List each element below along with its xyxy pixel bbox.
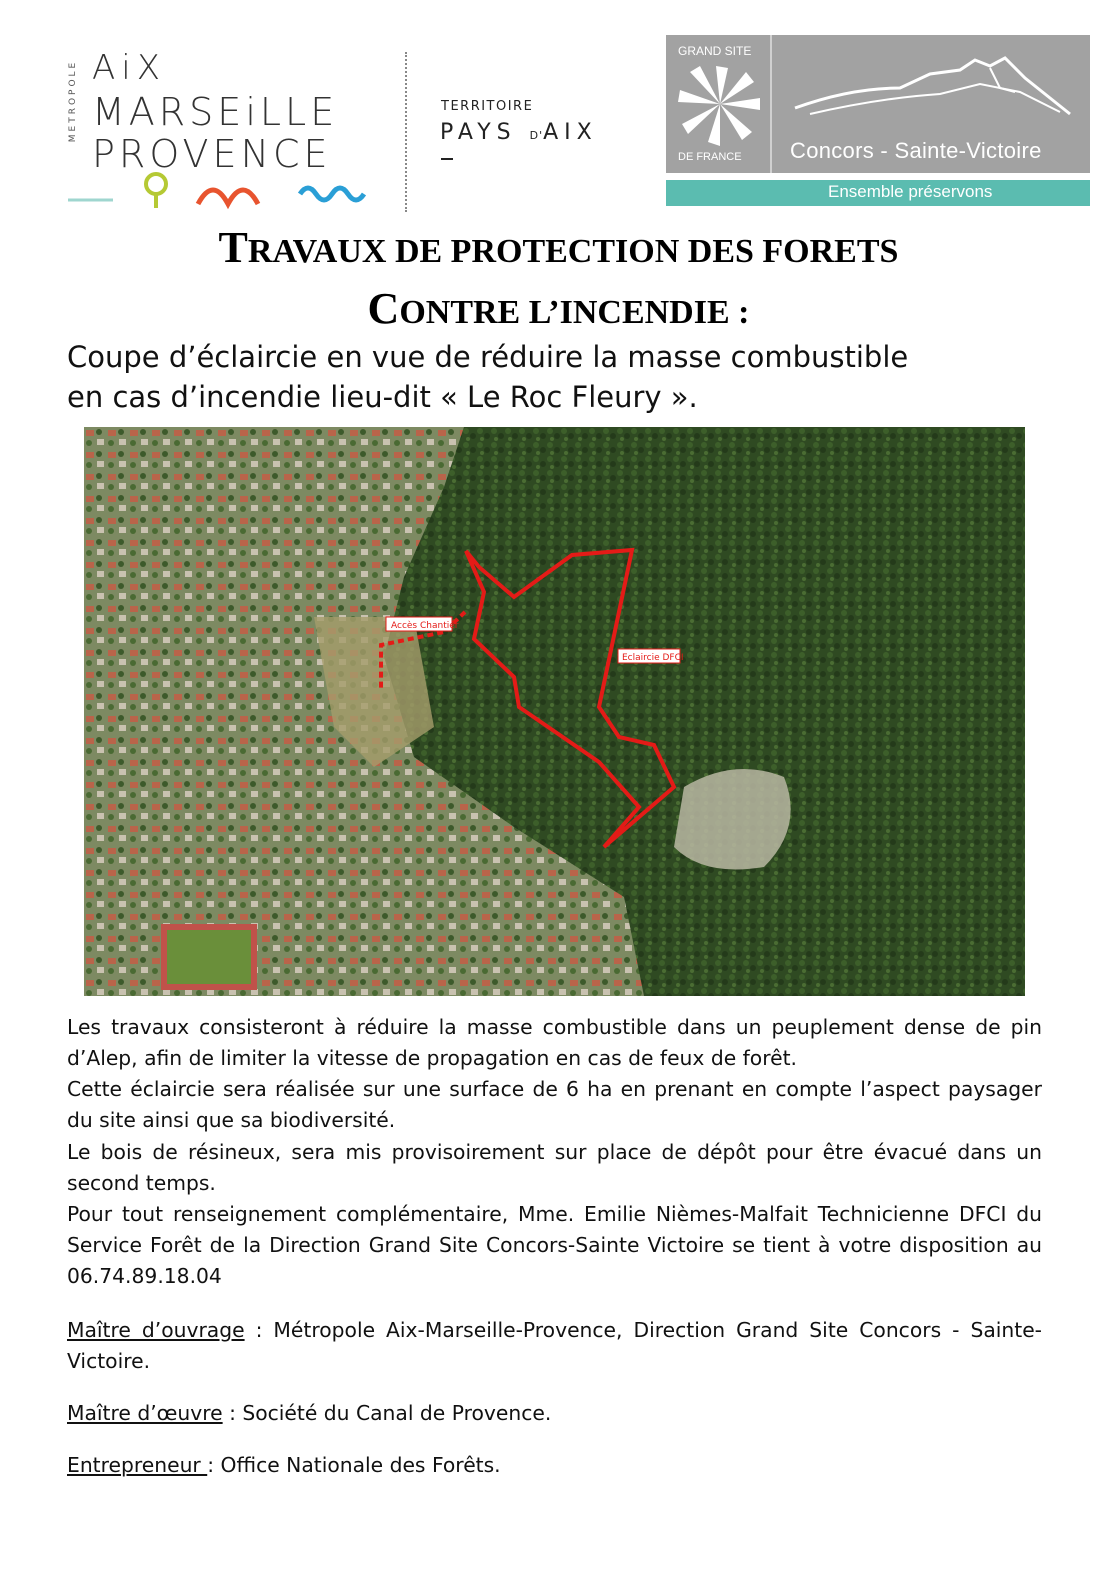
map-label-zone: Eclaircie DFCI bbox=[622, 653, 684, 663]
grand-site-separator bbox=[770, 35, 772, 173]
body-paragraph-1: Les travaux consisteront à réduire la masse combustible dans un peuplement dense de pin d’Alep, afin de limiter la vitesse de propagation en cas de feux de forêt. bbox=[67, 1015, 1042, 1071]
body-paragraph-3: Le bois de résineux, sera mis provisoirement sur place de dépôt pour être évacué dans un second temps. bbox=[67, 1140, 1042, 1196]
maitre-oeuvre-value: : Société du Canal de Provence. bbox=[222, 1401, 552, 1425]
map-stadium bbox=[164, 927, 254, 987]
body-paragraph-4: Pour tout renseignement complémentaire, Mme. Emilie Nièmes-Malfait Technicienne DFCI du Service Forêt de la Direction Grand Site Concors-Sainte Victoire se tient à votre disposition au 06.74.89.18.04 bbox=[67, 1202, 1042, 1289]
metro-logo-line-aix: AiX bbox=[92, 48, 166, 88]
maitre-ouvrage-label: Maître d’ouvrage bbox=[67, 1318, 245, 1342]
maitre-ouvrage-value: : Métropole Aix-Marseille-Provence, Direction Grand Site Concors - Sainte-Victoire. bbox=[67, 1318, 1042, 1374]
logo-divider bbox=[405, 52, 407, 212]
territoire-label: TERRITOIRE bbox=[441, 99, 534, 114]
aerial-map bbox=[84, 427, 1025, 996]
sainte-victoire-mountain-icon bbox=[790, 48, 1075, 128]
grand-site-spiral-icon bbox=[676, 62, 764, 146]
metro-logo-vertical-label: METROPOLE bbox=[68, 59, 78, 143]
grand-site-slogan: Ensemble préservons bbox=[828, 182, 993, 201]
entrepreneur-label: Entrepreneur bbox=[67, 1453, 208, 1477]
grand-site-name: Concors - Sainte-Victoire bbox=[790, 138, 1042, 163]
entrepreneur-value: : Office Nationale des Forêts. bbox=[207, 1453, 501, 1477]
subtitle-line-2: en cas d’incendie lieu-dit « Le Roc Fleury ». bbox=[67, 380, 698, 414]
entrepreneur bbox=[67, 1450, 1042, 1481]
map-quarry bbox=[674, 769, 791, 870]
page-title-line-1: TRAVAUX DE PROTECTION DES FORETS bbox=[218, 223, 899, 272]
map-label-access: Accès Chantier bbox=[391, 621, 459, 631]
page-title-line-2: CONTRE L’INCENDIE : bbox=[367, 284, 750, 333]
subtitle-line-1: Coupe d’éclaircie en vue de réduire la masse combustible bbox=[67, 340, 909, 374]
body-paragraph-2: Cette éclaircie sera réalisée sur une surface de 6 ha en prenant en compte l’aspect paysager du site ainsi que sa biodiversité. bbox=[67, 1077, 1042, 1133]
pays-aix-logo-text: PAYS D'AIX bbox=[440, 120, 598, 145]
pays-aix-dash bbox=[441, 158, 453, 160]
maitre-oeuvre bbox=[67, 1398, 1042, 1429]
metro-logo-line-provence: PROVENCE bbox=[92, 132, 332, 176]
metro-logo-wave-icon bbox=[68, 170, 378, 210]
maitre-ouvrage bbox=[67, 1315, 1042, 1377]
metro-logo-line-marseille: MARSEiLLE bbox=[92, 90, 339, 134]
grand-site-top-label: GRAND SITE bbox=[678, 44, 752, 58]
grand-site-bottom-label: DE FRANCE bbox=[678, 151, 742, 163]
maitre-oeuvre-label: Maître d’œuvre bbox=[67, 1401, 223, 1425]
